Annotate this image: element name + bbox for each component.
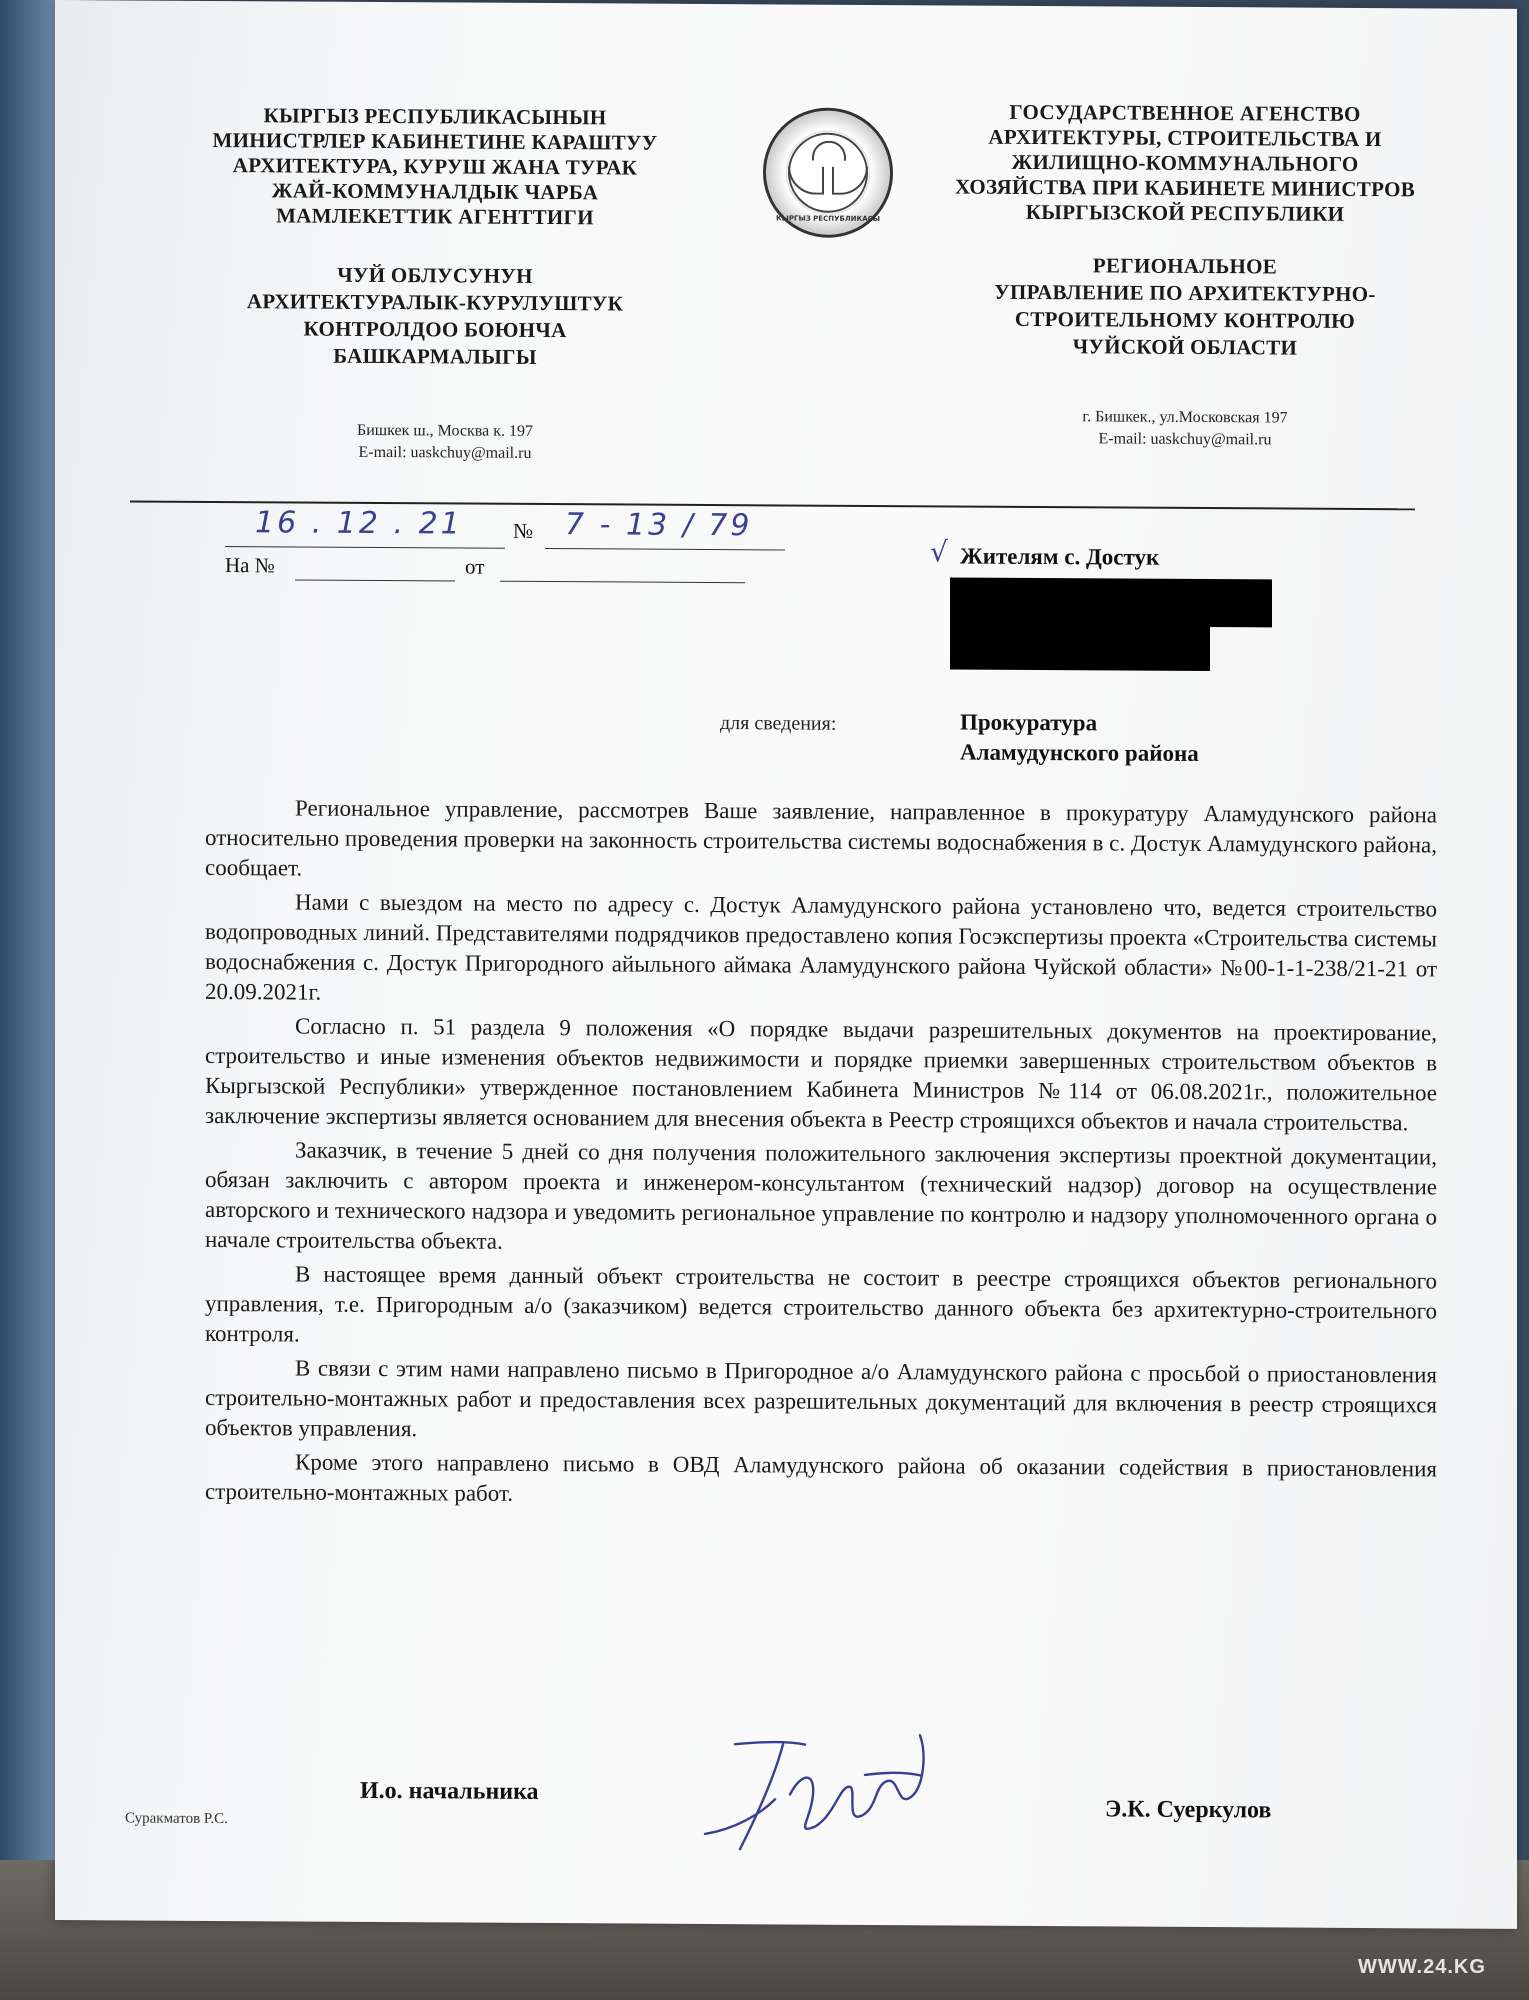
header-left-department — [195, 261, 675, 372]
date-underline — [225, 546, 505, 549]
handwritten-number: 7 - 13 / 79 — [565, 507, 753, 544]
header-left-subline: КОНТРОЛДОО БОЮНЧА — [303, 316, 567, 343]
body-paragraph: Нами с выездом на место по адресу с. Достук Аламудунского района установлено что, ведется строительство водопроводных линий. Представителями подрядчиков предоставлено копия Госэкспертизы проекта «Строительства системы водоснабжения с. Достук Пригородного айыльного аймака Аламудунского района Чуйской области» №00-1-1-238/21-21 от 20.09.2021г. — [205, 889, 1437, 1005]
signatory-name: Э.К. Суеркулов — [1105, 1796, 1272, 1824]
cc-label: для сведения: — [720, 712, 837, 735]
body-paragraph: В настоящее время данный объект строительства не состоит в реестре строящихся объектов регионального управления, т.е. Пригородным а/о (заказчиком) ведется строительство данного объекта без архитектурно-строительного контроля. — [205, 1261, 1437, 1347]
header-right-subline: ЧУЙСКОЙ ОБЛАСТИ — [1072, 334, 1298, 360]
header-left-subline: ЧУЙ ОБЛУСУНУН — [337, 262, 533, 288]
ref-number-label: На № — [225, 553, 275, 578]
checkmark-icon: √ — [930, 535, 951, 569]
number-label: № — [513, 518, 534, 543]
header-left-address: Бишкек ш., Москва к. 197 — [357, 421, 533, 440]
handwritten-signature-icon — [665, 1714, 955, 1866]
header-right-line: АРХИТЕКТУРЫ, СТРОИТЕЛЬСТВА И — [988, 124, 1382, 152]
header-left-email: E-mail: uaskchuy@mail.ru — [358, 443, 532, 462]
header-right-address: г. Бишкек., ул.Московская 197 — [1082, 408, 1288, 427]
header-left-line: МАМЛЕКЕТТИК АГЕНТТИГИ — [276, 203, 594, 230]
body-paragraph: Региональное управление, рассмотрев Ваше заявление, направленное в прокуратуру Аламудунского района относительно проведения проверки на законность строительства системы водоснабжения в с. Достук Аламудунского района, сообщает. — [205, 795, 1437, 881]
cc-recipient-line: Прокуратура — [960, 709, 1098, 736]
recipient-name: Жителям с. Достук — [960, 543, 1160, 570]
header-right-email: E-mail: uaskchuy@mail.ru — [1098, 430, 1272, 449]
header-right-line: ГОСУДАРСТВЕННОЕ АГЕНСТВО — [1009, 99, 1361, 126]
letter-page — [55, 0, 1517, 1929]
body-paragraph: Кроме этого направлено письмо в ОВД Аламудунского района об оказании содействия в приостановления строительно-монтажных работ. — [205, 1449, 1437, 1506]
header-right-department — [925, 251, 1445, 362]
header-right-line: ЖИЛИЩНО-КОММУНАЛЬНОГО — [1011, 149, 1359, 176]
header-right-subline: УПРАВЛЕНИЕ ПО АРХИТЕКТУРНО- — [994, 279, 1376, 307]
body-paragraph: Согласно п. 51 раздела 9 положения «О порядке выдачи разрешительных документов на проектирование, строительство и иные изменения объектов недвижимости и порядке приемки завершенных строительством объектов в Кыргызской Республики» утвержденное постановлением Кабинета Министров №114 от 06.08.2021г., положительное заключение экспертизы является основанием для внесения объекта в Реестр строящихся объектов и начала строительства. — [205, 1013, 1437, 1136]
header-left-line: АРХИТЕКТУРА, КУРУШ ЖАНА ТУРАК — [232, 153, 638, 180]
header-left-agency — [195, 103, 675, 231]
header-left-address-block — [235, 419, 655, 466]
redaction-bar — [950, 623, 1210, 671]
cc-recipient-line: Аламудунского района — [960, 739, 1199, 766]
ref-from-label: от — [465, 554, 485, 579]
number-underline — [545, 548, 785, 550]
executor-name: Суракматов Р.С. — [125, 1810, 228, 1828]
header-right-address-block — [975, 406, 1395, 453]
header-right-line: КЫРГЫЗСКОЙ РЕСПУБЛИКИ — [1025, 199, 1345, 226]
header-left-line: МИНИСТРЛЕР КАБИНЕТИНЕ КАРАШТУУ — [212, 127, 658, 155]
ref-number-underline — [295, 579, 455, 581]
handwritten-date: 16 . 12 . 21 — [255, 505, 463, 542]
emblem-text: КЫРГЫЗ РЕСПУБЛИКАСЫ — [775, 214, 881, 224]
body-paragraph: Заказчик, в течение 5 дней со дня получения положительного заключения экспертизы проектной документации, обязан заключить с автором проекта и инженером-консультантом (технический надзор) договор на осуществление авторского и технического надзора и уведомить региональное управление по контролю и надзору уполномоченного органа о начале строительства объекта. — [205, 1137, 1437, 1254]
redaction-bar — [950, 577, 1272, 627]
signatory-title: И.о. начальника — [360, 1777, 539, 1805]
header-left-line: КЫРГЫЗ РЕСПУБЛИКАСЫНЫН — [263, 103, 607, 130]
header-right-line: ХОЗЯЙСТВА ПРИ КАБИНЕТЕ МИНИСТРОВ — [954, 174, 1416, 202]
kyrgyz-state-emblem-icon — [763, 107, 893, 238]
site-watermark: WWW.24.KG — [1358, 1956, 1486, 1978]
ref-from-underline — [500, 581, 745, 583]
header-right-agency — [925, 99, 1445, 227]
header-left-subline: БАШКАРМАЛЫГЫ — [333, 343, 537, 369]
header-right-subline: РЕГИОНАЛЬНОЕ — [1092, 253, 1278, 279]
header-left-line: ЖАЙ-КОММУНАЛДЫК ЧАРБА — [271, 178, 599, 205]
letter-body — [205, 793, 1437, 1519]
body-paragraph: В связи с этим нами направлено письмо в Пригородное а/о Аламудунского района с просьбой о приостановления строительно-монтажных работ и предоставления всех разрешительных документаций для включения в реестр строящихся объектов управления. — [205, 1355, 1437, 1442]
header-right-subline: СТРОИТЕЛЬНОМУ КОНТРОЛЮ — [1014, 306, 1356, 333]
header-left-subline: АРХИТЕКТУРАЛЫК-КУРУЛУШТУК — [246, 289, 624, 316]
